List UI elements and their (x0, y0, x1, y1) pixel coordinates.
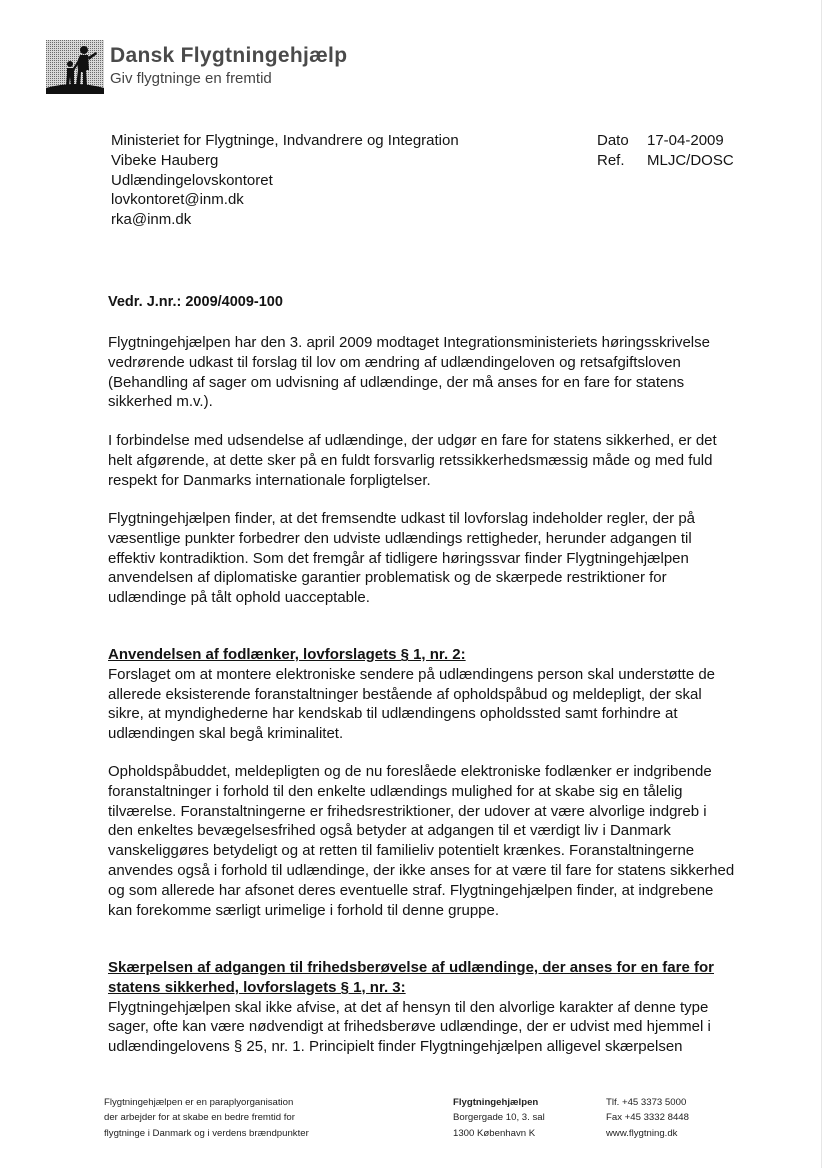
section-ankle-monitors (108, 645, 748, 744)
text-line: anvendes også i forhold til udlændinge, der ikke anses for at være til fare for statens sikkerhed (108, 861, 735, 879)
refugee-family-logo-icon (46, 40, 104, 94)
footer-line: 1300 København K (453, 1127, 536, 1139)
text-line: udlændinge på tålt ophold uacceptable. (108, 589, 370, 607)
footer-fax: Fax +45 3332 8448 (606, 1112, 689, 1124)
paragraph-restrictions (108, 762, 748, 920)
footer-phone: Tlf. +45 3373 5000 (606, 1097, 687, 1108)
text-line: foranstaltninger i forhold til den enkelte udlændings mulighed for at skabe sig en tålelig (108, 782, 683, 800)
organization-name: Dansk Flygtningehjælp (110, 44, 348, 67)
scan-edge (821, 0, 822, 1168)
footer-address (453, 1095, 545, 1141)
text-line: Opholdspåbuddet, meldepligten og de nu foreslåede elektroniske fodlænker er indgribende (108, 763, 712, 780)
footer-line: Flygtningehjælpen er en paraplyorganisation (104, 1097, 294, 1108)
text-line: respekt for Danmarks internationale forpligtelser. (108, 471, 431, 489)
text-line: vedrørende udkast til forslag til lov om ændring af udlændingeloven og retsafgiftsloven (108, 353, 681, 371)
recipient-line: Udlændingelovskontoret (111, 171, 273, 189)
text-line: vanskeliggøres betydeligt og at retten til familieliv potentielt krænkes. Foranstaltningerne (108, 842, 695, 860)
recipient-line: Vibeke Hauberg (111, 151, 219, 169)
reference-label: Ref. (597, 151, 625, 169)
recipient-email: lovkontoret@inm.dk (111, 191, 244, 209)
text-line: og som allerede har afsonet deres eventuelle straf. Flygtningehjælpen finder, at indgrebene (108, 881, 714, 899)
date-row (597, 131, 734, 151)
text-line: allerede eksisterende foranstaltninger bestående af opholdspåbud og meldepligt, der skal (108, 685, 702, 703)
text-line: Flygtningehjælpen finder, at det fremsendte udkast til lovforslag indeholder regler, der på (108, 510, 696, 527)
footer-website: www.flygtning.dk (606, 1127, 678, 1139)
section-heading: Anvendelsen af fodlænker, lovforslagets § 1, nr. 2: (108, 646, 466, 663)
text-line: udlændingelovens § 25, nr. 1. Principielt finder Flygtningehjælpen alligevel skærpelsen (108, 1038, 683, 1056)
reference-value: MLJC/DOSC (647, 151, 734, 169)
section-detention (108, 958, 748, 1057)
footer-line: der arbejder for at skabe en bedre fremtid for (104, 1112, 295, 1124)
text-line: effektiv kontradiktion. Som det fremgår af tidligere høringssvar finder Flygtningehjælpen (108, 549, 689, 567)
footer-contact (606, 1095, 689, 1141)
text-line: væsentlige punkter forbedrer den udviste udlændings rettigheder, herunder adgangen til (108, 529, 692, 547)
recipient-address (111, 131, 459, 230)
text-line: anvendelsen af diplomatiske garantier problematisk og de skærpede restriktioner for (108, 569, 667, 587)
organization-slogan: Giv flygtninge en fremtid (110, 70, 272, 87)
section-heading: Skærpelsen af adgangen til frihedsberøvelse af udlændinge, der anses for en fare for (108, 959, 714, 976)
text-line: tilværelse. Foranstaltningerne er frihedsrestriktioner, der udover at være alvorlige indgreb i (108, 802, 707, 820)
text-line: sager, ofte kan være nødvendigt at frihedsberøve udlændinge, der er udvist med hjemmel i (108, 1018, 711, 1036)
footer-line: flygtninge i Danmark og i verdens brændpunkter (104, 1127, 309, 1139)
text-line: I forbindelse med udsendelse af udlændinge, der udgør en fare for statens sikkerhed, er det (108, 432, 717, 449)
date-label: Dato (597, 132, 629, 149)
footer-org-name: Flygtningehjælpen (453, 1097, 539, 1108)
footer-about (104, 1095, 309, 1141)
recipient-email: rka@inm.dk (111, 211, 192, 229)
text-line: den enkeltes bevægelsesfrihed også betyder at adgangen til et værdigt liv i Danmark (108, 822, 671, 840)
text-line: udlændingen skal begå kriminalitet. (108, 725, 344, 743)
date-value: 17-04-2009 (647, 132, 724, 149)
text-line: (Behandling af sager om udvisning af udlændinge, der må anses for en fare for statens (108, 373, 685, 391)
text-line: kan forekomme særligt urimelige i forhold til denne gruppe. (108, 901, 500, 919)
subject-line: Vedr. J.nr.: 2009/4009-100 (108, 294, 283, 310)
text-line: Forslaget om at montere elektroniske sendere på udlændingens person skal understøtte de (108, 665, 716, 683)
text-line: helt afgørende, at dette sker på en fuldt forsvarlig retssikkerhedsmæssig måde og med fuld (108, 451, 713, 469)
footer-line: Borgergade 10, 3. sal (453, 1112, 545, 1124)
recipient-line: Ministeriet for Flygtninge, Indvandrere og Integration (111, 132, 459, 149)
text-line: sikkerhed m.v.). (108, 393, 213, 411)
text-line: Flygtningehjælpen har den 3. april 2009 modtaget Integrationsministeriets høringsskrivelse (108, 334, 710, 351)
paragraph-assessment (108, 509, 748, 608)
text-line: sikre, at myndighederne har kendskab til udlændingens opholdssted samt forhindre at (108, 705, 678, 723)
letter-meta (597, 131, 734, 171)
paragraph-security (108, 431, 748, 490)
reference-row (597, 151, 734, 171)
section-heading: statens sikkerhed, lovforslagets § 1, nr. 3: (108, 978, 406, 996)
paragraph-intro (108, 333, 748, 412)
text-line: Flygtningehjælpen skal ikke afvise, at det af hensyn til den alvorlige karakter af denne type (108, 998, 709, 1016)
